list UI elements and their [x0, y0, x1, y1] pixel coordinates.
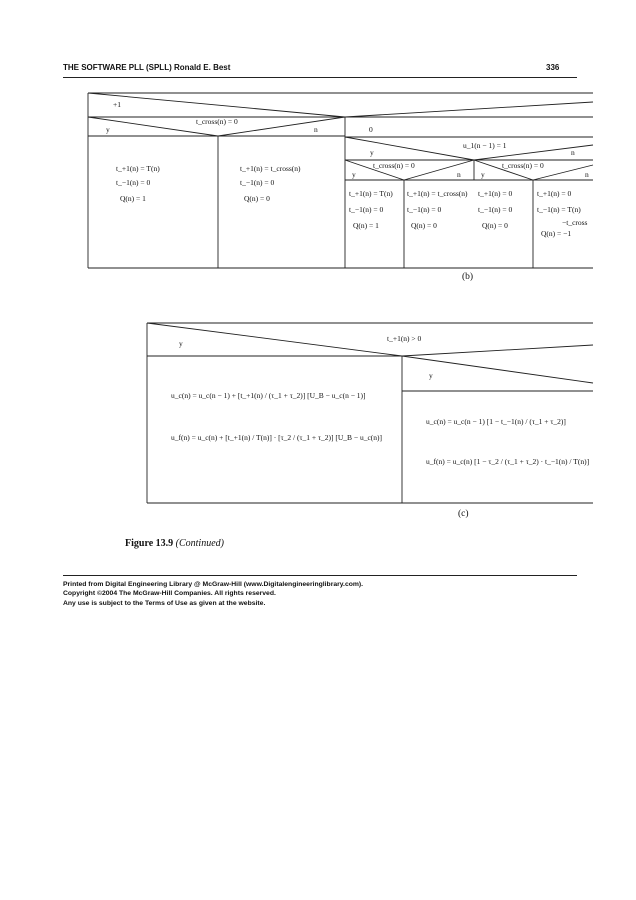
b-c2-2: t_−1(n) = 0	[407, 205, 442, 214]
b-mid-1: t_+1(n) = t_cross(n)	[240, 164, 301, 173]
b-cond2: u_1(n − 1) = 1	[463, 141, 507, 150]
b-c2-3: Q(n) = 0	[411, 221, 437, 230]
footer-rule	[63, 575, 577, 576]
b-cond3: t_cross(n) = 0	[373, 161, 415, 170]
b-cond1: t_cross(n) = 0	[196, 117, 238, 126]
b-y3: y	[352, 170, 356, 179]
b-top-label: +1	[113, 100, 121, 109]
b-c1-1: t_+1(n) = T(n)	[349, 189, 393, 198]
running-header-title: THE SOFTWARE PLL (SPLL) Ronald E. Best	[63, 63, 231, 72]
figure-caption	[125, 538, 224, 549]
b-c4-4: Q(n) = −1	[541, 229, 572, 238]
b-y1: y	[106, 125, 110, 134]
b-c4-1: t_+1(n) = 0	[537, 189, 572, 198]
page-number: 336	[546, 63, 560, 72]
b-mid-3: Q(n) = 0	[244, 194, 270, 203]
b-cond4: t_cross(n) = 0	[502, 161, 544, 170]
b-y4: y	[481, 170, 485, 179]
b-left-1: t_+1(n) = T(n)	[116, 164, 160, 173]
b-left-2: t_−1(n) = 0	[116, 178, 151, 187]
footer-line-1: Printed from Digital Engineering Library @ McGraw-Hill (www.Digitalengineeringlibrary.com).	[63, 581, 364, 588]
b-c3-2: t_−1(n) = 0	[478, 205, 513, 214]
b-c4-2: t_−1(n) = T(n)	[537, 205, 581, 214]
c-y1: y	[179, 339, 183, 348]
b-c3-3: Q(n) = 0	[482, 221, 508, 230]
footer-line-3: Any use is subject to the Terms of Use as given at the website.	[63, 599, 266, 607]
b-c4-3: −t_cross	[562, 218, 588, 227]
c-eq1: u_c(n) = u_c(n − 1) + [t_+1(n) / (τ_1 + τ_2)] [U_B − u_c(n − 1)]	[171, 391, 366, 400]
b-y2: y	[370, 148, 374, 157]
caption-figure-number: Figure 13.9	[125, 538, 174, 549]
b-zero: 0	[369, 125, 373, 134]
b-c1-2: t_−1(n) = 0	[349, 205, 384, 214]
caption-note: (Continued)	[175, 538, 224, 549]
c-eq2: u_f(n) = u_c(n) + [t_+1(n) / T(n)] · [τ_2 / (τ_1 + τ_2)] [U_B − u_c(n)]	[171, 433, 383, 442]
b-n3: n	[457, 170, 461, 179]
c-cond: t_+1(n) > 0	[387, 334, 422, 343]
b-n1: n	[314, 125, 318, 134]
footer-notice	[63, 580, 363, 608]
b-c1-3: Q(n) = 1	[353, 221, 379, 230]
c-eq4: u_f(n) = u_c(n) [1 − τ_2 / (τ_1 + τ_2) · t_−1(n) / T(n)]	[426, 457, 590, 466]
footer-line-2: Copyright ©2004 The McGraw-Hill Companies. All rights reserved.	[63, 590, 276, 598]
b-left-3: Q(n) = 1	[120, 194, 146, 203]
b-c2-1: t_+1(n) = t_cross(n)	[407, 189, 468, 198]
figure-c-label: (c)	[458, 509, 469, 519]
b-n2: n	[571, 148, 575, 157]
c-y2: y	[429, 371, 433, 380]
figure-b-label: (b)	[462, 272, 474, 282]
b-c3-1: t_+1(n) = 0	[478, 189, 513, 198]
b-n4: n	[585, 170, 589, 179]
b-mid-2: t_−1(n) = 0	[240, 178, 275, 187]
c-eq3: u_c(n) = u_c(n − 1) [1 − t_−1(n) / (τ_1 + τ_2)]	[426, 417, 566, 426]
